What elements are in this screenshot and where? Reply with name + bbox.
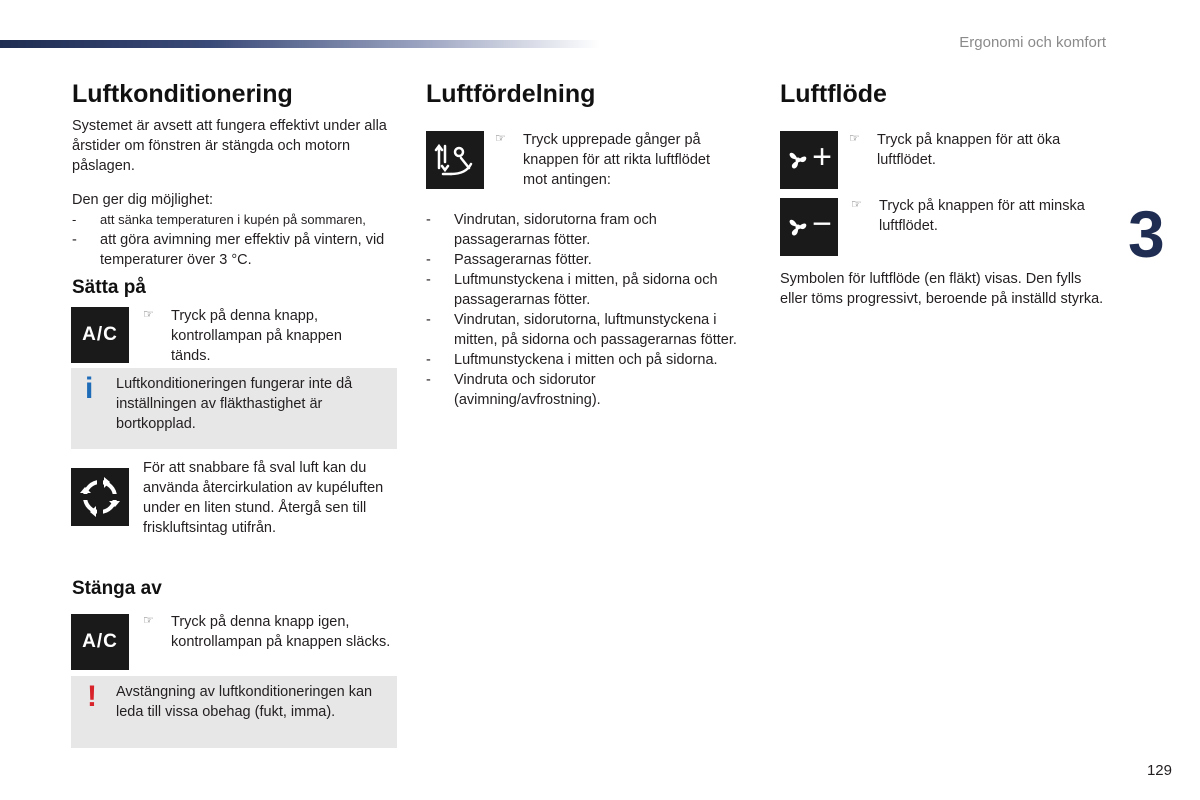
section-title: Ergonomi och komfort — [959, 34, 1106, 51]
plus-icon: + — [812, 138, 832, 176]
pointing-hand-icon: ☞ — [495, 131, 506, 145]
chapter-number: 3 — [1128, 197, 1165, 271]
ac-button-on — [71, 307, 129, 363]
air-distribution-button — [426, 131, 484, 189]
ac-button-off — [71, 614, 129, 670]
air-distribution-icon — [433, 138, 477, 182]
pointing-hand-icon: ☞ — [851, 197, 862, 211]
ac-intro-paragraph: Systemet är avsett att fungera effektivt under alla årstider om fönstren är stängda och motorn påslagen. — [72, 118, 387, 174]
heading-turn-off: Stänga av — [72, 578, 162, 599]
recirculation-text: För att snabbare få sval luft kan du använda återcirkulation av kupéluften under en liten stund. Återgå sen till friskluftsintag utifrån. — [143, 460, 384, 536]
ac-button-label: A/C — [82, 324, 118, 345]
pointing-hand-icon: ☞ — [143, 307, 154, 321]
air-flow-increase-button — [780, 131, 838, 189]
warning-text: Avstängning av luftkonditioneringen kan leda till vissa obehag (fukt, imma). — [116, 684, 373, 720]
decrease-instruction: ☞ Tryck på knappen för att minska luftflödet. — [851, 196, 1101, 236]
increase-instruction: ☞ Tryck på knappen för att öka luftflödet. — [849, 130, 1099, 170]
info-box — [71, 368, 397, 449]
list-item: - Vindrutan, sidorutorna fram och passagerarnas fötter. — [426, 210, 746, 250]
turn-off-instruction: ☞ Tryck på denna knapp igen, kontrollampan på knappen släcks. — [143, 612, 403, 652]
page-number: 129 — [1146, 762, 1172, 779]
heading-air-flow: Luftflöde — [780, 80, 887, 108]
heading-turn-on: Sätta på — [72, 277, 146, 298]
air-flow-decrease-button — [780, 198, 838, 256]
list-item: - att sänka temperaturen i kupén på sommaren, — [72, 210, 392, 230]
possibility-label: Den ger dig möjlighet: — [72, 192, 214, 208]
list-item: - Luftmunstyckena i mitten, på sidorna och passagerarnas fötter. — [426, 270, 746, 310]
list-item: - Vindrutan, sidorutorna, luftmunstyckena i mitten, på sidorna och passagerarnas fötter. — [426, 310, 746, 350]
warning-icon: ! — [87, 680, 97, 713]
list-item: - Vindruta och sidorutor (avimning/avfrostning). — [426, 370, 746, 410]
recirculation-button — [71, 468, 129, 526]
warning-box — [71, 676, 397, 748]
info-text: Luftkonditioneringen fungerar inte då inställningen av fläkthastighet är bortkopplad. — [116, 376, 353, 432]
distribution-instruction: ☞ Tryck upprepade gånger på knappen för att rikta luftflödet mot antingen: — [495, 130, 735, 190]
distribution-options — [426, 210, 746, 410]
list-item: - Luftmunstyckena i mitten och på sidorna. — [426, 350, 746, 370]
list-item: - Passagerarnas fötter. — [426, 250, 746, 270]
turn-on-instruction: ☞ Tryck på denna knapp, kontrollampan på knappen tänds. — [143, 306, 373, 366]
air-flow-description: Symbolen för luftflöde (en fläkt) visas. Den fylls eller töms progressivt, beroende på inställd styrka. — [780, 271, 1104, 307]
recirculation-icon — [77, 474, 123, 520]
pointing-hand-icon: ☞ — [849, 131, 860, 145]
ac-button-label: A/C — [82, 631, 118, 652]
list-item: - att göra avimning mer effektiv på vintern, vid temperaturer över 3 °C. — [72, 230, 392, 270]
pointing-hand-icon: ☞ — [143, 613, 154, 627]
heading-air-distribution: Luftfördelning — [426, 80, 596, 108]
header-color-bar — [0, 40, 600, 48]
info-icon: i — [85, 372, 94, 405]
minus-icon: − — [812, 205, 832, 243]
heading-air-conditioning: Luftkonditionering — [72, 80, 293, 108]
possibility-list — [72, 210, 392, 270]
